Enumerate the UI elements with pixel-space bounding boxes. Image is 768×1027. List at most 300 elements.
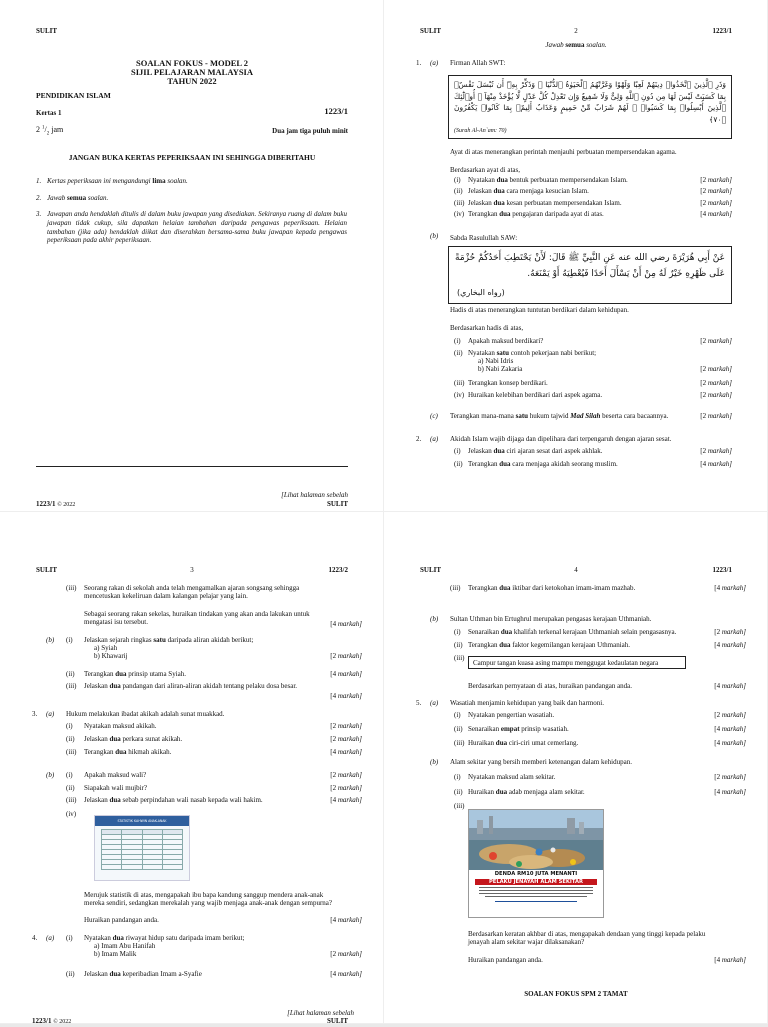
- marks: [330, 748, 362, 757]
- sub-text: Jelaskan: [468, 199, 494, 207]
- part-stem: Wasatiah menjamin kehidupan yang baik dan harmoni.: [450, 699, 604, 707]
- sub-text: Terangkan: [84, 670, 116, 678]
- sub-bold: dua: [115, 670, 127, 678]
- sub-text: ciri-ciri umat cemerlang.: [507, 739, 579, 747]
- sub-text: Terangkan: [468, 210, 500, 218]
- mark-word: markah]: [707, 176, 732, 184]
- sub-number: (iii): [450, 584, 461, 592]
- duration-frac-den: 2: [46, 131, 50, 137]
- sub-text: pandangan dari aliran-aliran akidah tentang pelaku dosa besar.: [120, 682, 298, 690]
- mark-number: [4: [330, 692, 337, 700]
- marks: [700, 412, 732, 421]
- mark-word: markah]: [337, 620, 362, 628]
- mark-number: [2: [700, 447, 707, 455]
- mark-number: [2: [700, 412, 707, 420]
- paper-code: 1223/1: [324, 106, 348, 116]
- footer-rule: [36, 466, 348, 467]
- page-3: [0, 512, 384, 1024]
- sub-bold: dua: [495, 788, 508, 796]
- mark-word: markah]: [707, 199, 732, 207]
- sub-text: Apakah maksud wali?: [84, 771, 147, 779]
- marks: [700, 391, 732, 400]
- sub-text: Jelaskan: [84, 682, 110, 690]
- sub-number: (iii): [66, 682, 77, 690]
- sub-number: (i): [66, 934, 73, 942]
- news-headline-2: PELAKU JENAYAH ALAM SEKITAR: [475, 879, 597, 886]
- question-number: 1.: [416, 59, 422, 67]
- mark-number: [2: [714, 773, 721, 781]
- mark-word: markah]: [337, 735, 362, 743]
- sub-bold: dua: [109, 796, 121, 804]
- instruction-3: [36, 210, 348, 245]
- instruction-number: 1.: [36, 177, 42, 185]
- instruction-text: Jawab: [47, 194, 68, 202]
- part-label: (b): [430, 758, 439, 766]
- sub-text: Senaraikan: [468, 628, 501, 636]
- subquestion-row: [454, 337, 732, 346]
- mark-word: markah]: [721, 725, 746, 733]
- subquestion-row: [454, 739, 746, 748]
- mark-word: markah]: [337, 916, 362, 924]
- instruction-bold: lima: [152, 177, 166, 185]
- mark-number: [2: [330, 735, 337, 743]
- footer-year: © 2022: [57, 502, 76, 508]
- sub-bold: dua: [115, 748, 127, 756]
- mark-number: [4: [714, 584, 721, 592]
- sub-bold: dua: [500, 628, 513, 636]
- statement-box: [468, 656, 686, 669]
- part-stem: Firman Allah SWT:: [450, 59, 506, 67]
- subquestion-row: [454, 460, 732, 469]
- sub-text: Terangkan: [84, 748, 116, 756]
- title-line-1: SOALAN FOKUS - MODEL 2: [136, 58, 248, 68]
- sub-text: Nyatakan: [468, 349, 497, 357]
- part-stem: Hukum melakukan ibadat akikah adalah sunat muakkad.: [66, 710, 225, 718]
- paper-code: 1223/1: [712, 566, 732, 574]
- sub-number: (i): [66, 636, 73, 644]
- mark-number: [4: [330, 916, 337, 924]
- sub-number: (i): [454, 447, 461, 455]
- sub-number: (ii): [66, 670, 75, 678]
- answer-all: [384, 41, 768, 50]
- subquestion-row: [66, 771, 362, 780]
- marks: [700, 460, 732, 469]
- sub-text: Senaraikan: [468, 725, 501, 733]
- title-line-2: SIJIL PELAJARAN MALAYSIA: [130, 67, 254, 77]
- mark-number: [2: [700, 187, 707, 195]
- mark-number: [4: [714, 682, 721, 690]
- mark-word: markah]: [337, 970, 362, 978]
- marks: [330, 784, 362, 793]
- sub-number: (iii): [454, 379, 465, 387]
- statistics-table: [101, 829, 183, 870]
- quran-verse-box: [448, 75, 732, 139]
- sub-text: Jelaskan: [84, 735, 110, 743]
- marks: [700, 210, 732, 219]
- duration-words: Dua jam tiga puluh minit: [272, 127, 348, 135]
- sub-text: prinsip wasatiah.: [519, 725, 569, 733]
- mark-word: markah]: [707, 460, 732, 468]
- turn-over-note: [Lihat halaman sebelah: [281, 491, 348, 499]
- warning-banner: JANGAN BUKA KERTAS PEPERIKSAAN INI SEHINGGA DIBERITAHU: [68, 153, 316, 162]
- sub-number: (i): [454, 337, 461, 345]
- sub-text: mereka sendiri, sedangkan merekalah yang wajib menjaga anak-anak dengan sempurna?: [84, 899, 333, 907]
- marks: [700, 187, 732, 196]
- subquestion-row: [454, 176, 732, 185]
- page-number: 4: [574, 566, 578, 574]
- marks: [330, 796, 362, 805]
- part-stem: Alam sekitar yang bersih memberi ketenangan dalam kehidupan.: [450, 758, 632, 766]
- sub-text: Nyatakan maksud akikah.: [84, 722, 157, 730]
- sub-number: (ii): [454, 788, 463, 796]
- mark-number: [4: [700, 210, 707, 218]
- mark-word: markah]: [721, 788, 746, 796]
- duration: 2 $^1/_2$ jam: [36, 125, 64, 137]
- mark-number: [4: [714, 788, 721, 796]
- sub-text: Jelaskan sejarah ringkas: [84, 636, 154, 644]
- marks: [714, 584, 746, 593]
- instruction-text: Kertas peperiksaan ini mengandungi: [47, 177, 153, 185]
- sub-text: Nyatakan: [84, 934, 113, 942]
- sub-text: Terangkan konsep berdikari.: [468, 379, 548, 387]
- option-b: b) Nabi Zakaria: [478, 365, 523, 373]
- instruction-text: soalan.: [86, 194, 109, 202]
- answer-all-bold: semua: [565, 41, 585, 49]
- paper-code: 1223/1: [712, 27, 732, 35]
- sub-number: (ii): [66, 970, 75, 978]
- hadith-source: (رواه البخاري): [457, 288, 505, 297]
- subquestion-row: [66, 682, 362, 702]
- statement-text: Campur tangan kuasa asing mampu menggugat kedaulatan negara: [473, 659, 659, 667]
- sub-bold: dua: [496, 176, 508, 184]
- statistics-title: STATISTIK KAHWIN ANAK-ANAK: [95, 816, 189, 826]
- marks: [330, 950, 362, 959]
- mark-word: markah]: [337, 652, 362, 660]
- subquestion-row: [454, 628, 746, 637]
- marks: [714, 739, 746, 748]
- option-a: a) Imam Abu Hanifah: [94, 942, 156, 950]
- sub-text: Merujuk statistik di atas, mengapakah ibu bapa kandung sanggup mendera anak-anak: [84, 891, 324, 899]
- sub-bold: dua: [112, 934, 124, 942]
- page-header: [420, 27, 732, 37]
- marks: [330, 692, 362, 701]
- sub-text: cara menjaga akidah seorang muslim.: [510, 460, 618, 468]
- marks: [714, 956, 746, 965]
- sub-bold: dua: [499, 641, 511, 649]
- answer-all-text: Jawab: [545, 41, 566, 49]
- mark-word: markah]: [721, 739, 746, 747]
- mark-word: markah]: [337, 784, 362, 792]
- mark-word: markah]: [707, 391, 732, 399]
- part-label: (a): [46, 710, 55, 718]
- end-of-paper: SOALAN FOKUS SPM 2 TAMAT: [524, 990, 628, 998]
- mark-number: [4: [714, 725, 721, 733]
- mark-number: [2: [700, 337, 707, 345]
- stat-cell: [102, 865, 122, 870]
- sulit-header: SULIT: [36, 27, 58, 35]
- sub-text: hikmah akikah.: [126, 748, 172, 756]
- mark-number: [4: [700, 460, 707, 468]
- page-number: 2: [574, 27, 578, 35]
- sub-bold: dua: [109, 682, 121, 690]
- sub-bold: dua: [499, 460, 511, 468]
- marks: [330, 735, 362, 744]
- tajwid-term: Mad Silah: [570, 412, 601, 420]
- title-line-3: TAHUN 2022: [167, 76, 217, 86]
- sub-text: Terangkan: [468, 460, 500, 468]
- mark-number: [4: [330, 670, 337, 678]
- marks: [714, 788, 746, 797]
- mark-number: [2: [330, 771, 337, 779]
- mark-number: [2: [700, 391, 707, 399]
- subquestion-row: [454, 788, 746, 797]
- marks: [330, 771, 362, 780]
- sub-text: daripada aliran akidah berikut;: [165, 636, 254, 644]
- sub-number: (iv): [454, 391, 465, 399]
- verse-source: (Surah Al-An`am: 70): [454, 128, 510, 136]
- sub-text: khalifah terkenal kerajaan Uthmaniah selain pengasasnya.: [512, 628, 677, 636]
- sub-number: (i): [454, 628, 461, 636]
- pollution-photo: [469, 810, 603, 870]
- mark-number: [2: [700, 365, 707, 373]
- marks: [714, 725, 746, 734]
- sulit-header: SULIT: [36, 566, 58, 574]
- subquestion-row: [66, 636, 362, 666]
- sub-bold: dua: [495, 739, 508, 747]
- instruction-text: soalan.: [165, 177, 188, 185]
- subquestion-row: [454, 199, 732, 208]
- sub-number: (ii): [454, 725, 463, 733]
- mark-word: markah]: [337, 748, 362, 756]
- mark-word: markah]: [337, 692, 362, 700]
- sub-text: mengatasi isu tersebut.: [84, 618, 148, 626]
- marks: [700, 365, 732, 374]
- subquestion-row: [66, 748, 362, 757]
- mark-word: markah]: [707, 379, 732, 387]
- mark-number: [4: [330, 748, 337, 756]
- mark-number: [2: [330, 950, 337, 958]
- mark-word: markah]: [707, 187, 732, 195]
- mark-number: [2: [330, 652, 337, 660]
- footer-sulit: SULIT: [326, 500, 348, 508]
- part-stem: Sabda Rasulullah SAW:: [450, 234, 518, 242]
- sub-text: Nyatakan pengertian wasatiah.: [468, 711, 555, 719]
- sub-text: beserta cara bacaannya.: [600, 412, 669, 420]
- subquestion-row: [66, 784, 362, 793]
- part-label: (a): [430, 59, 439, 67]
- sub-bold: satu: [496, 349, 510, 357]
- marks: [700, 176, 732, 185]
- sub-text: Berdasarkan pernyataan di atas, huraikan pandangan anda.: [468, 682, 633, 690]
- hadith-box: [448, 246, 732, 304]
- quran-verse: وَذَرِ ٱلَّذِينَ ٱتَّخَذُوا۟ دِينَهُمْ لَعِبًا وَلَهْوًا وَغَرَّتْهُمُ ٱلْحَيَوٰةُ ٱلدُّنْيَا ۚ وَذَكِّرْ بِهِۦٓ أَن تُبْسَلَ نَفْسٌۢ بِمَا كَسَبَتْ لَيْسَ لَهَا مِن دُونِ ٱللَّهِ وَلِىٌّ وَلَا شَفِيعٌ وَإِن تَعْدِلْ كُلَّ عَدْلٍ لَّا يُؤْخَذْ مِنْهَآ ۗ أُو۟لَٰٓئِكَ ٱلَّذِينَ أُبْسِلُوا۟ بِمَا كَسَبُوا۟ ۖ لَهُمْ شَرَابٌ مِّنْ حَمِيمٍ وَعَذَابٌ أَلِيمٌۢ بِمَا كَانُوا۟ يَكْفُرُونَ ﴿٧٠﴾: [454, 80, 726, 124]
- sub-text: Jelaskan: [84, 970, 110, 978]
- marks: [330, 670, 362, 679]
- sub-text: perkara sunat akikah.: [120, 735, 183, 743]
- subquestion-row: [430, 412, 732, 421]
- mark-number: [2: [700, 176, 707, 184]
- marks: [714, 773, 746, 782]
- duration-unit: jam: [51, 125, 64, 134]
- option-b: b) Imam Malik: [94, 950, 137, 958]
- based-on: Berdasarkan ayat di atas,: [450, 166, 520, 174]
- question-number: 3.: [32, 710, 38, 718]
- option-b: b) Khawarij: [94, 652, 128, 660]
- sub-number: (i): [66, 771, 73, 779]
- subquestion-row: [454, 711, 746, 720]
- mark-word: markah]: [337, 670, 362, 678]
- sub-bold: dua: [499, 210, 511, 218]
- mark-number: [2: [714, 711, 721, 719]
- mark-number: [4: [714, 641, 721, 649]
- sub-bold: dua: [493, 199, 505, 207]
- mark-number: [4: [714, 956, 721, 964]
- mark-number: [4: [714, 739, 721, 747]
- page-1: [0, 0, 384, 512]
- subquestion-row: [66, 670, 362, 679]
- sub-text: Apakah maksud berdikari?: [468, 337, 544, 345]
- subquestion-row: [454, 210, 732, 219]
- page-4: [384, 512, 768, 1024]
- sub-text: riwayat hidup satu daripada imam berikut;: [123, 934, 245, 942]
- footer-code-text: 1223/1: [36, 500, 56, 508]
- part-label: (b): [430, 615, 439, 623]
- footer-code: [36, 500, 75, 510]
- footer-code: [32, 1017, 71, 1027]
- part-label: (a): [430, 435, 439, 443]
- subquestion-row: [66, 934, 362, 964]
- instruction-text: Jawapan anda hendaklah ditulis di dalam buku jawapan yang disediakan. Sekiranya ruang di dalam buku jawapan tidak cukup, sila dapatkan helaian tambahan daripada pengawas peperiksaan. Helaian tambahan (jika ada) hendaklah diikat dan diserahkan bersama-sama buku jawapan kepada pengawas peperiksaan pada akhir peperiksaan.: [47, 210, 347, 245]
- mark-number: [2: [700, 379, 707, 387]
- mark-number: [4: [330, 620, 337, 628]
- option-a: a) Nabi Idris: [478, 357, 514, 365]
- subquestion-row: [66, 796, 362, 805]
- subject-name: PENDIDIKAN ISLAM: [36, 91, 111, 100]
- subquestion-row: [454, 187, 732, 196]
- sub-text: bentuk perbuatan mempersendakan Islam.: [507, 176, 628, 184]
- page-header: [420, 566, 732, 576]
- sub-bold: dua: [493, 187, 505, 195]
- subquestion-row: [66, 735, 362, 744]
- subquestion-row: [454, 391, 732, 400]
- sub-text: sebab perpindahan wali nasab kepada wali hakim.: [120, 796, 263, 804]
- subquestion-row: [454, 379, 732, 388]
- sub-number: (i): [66, 722, 73, 730]
- sub-text: Terangkan: [468, 641, 500, 649]
- sub-text: kesan perbuatan mempersendakan Islam.: [504, 199, 622, 207]
- marks: [714, 628, 746, 637]
- sub-text: Jelaskan: [468, 447, 494, 455]
- mark-number: [2: [714, 628, 721, 636]
- sub-text: Jelaskan: [84, 796, 110, 804]
- sub-number: (iii): [66, 748, 77, 756]
- mark-word: markah]: [707, 412, 732, 420]
- mark-word: markah]: [721, 628, 746, 636]
- answer-all-text: soalan.: [584, 41, 607, 49]
- sub-bold: empat: [500, 725, 520, 733]
- question-number: 2.: [416, 435, 422, 443]
- marks: [714, 641, 746, 650]
- duration-hours: 2: [36, 125, 40, 134]
- part-stem: Sultan Uthman bin Ertughrul merupakan pengasas kerajaan Uthmaniah.: [450, 615, 652, 623]
- sub-text: Siapakah wali mujbir?: [84, 784, 147, 792]
- part-stem: Akidah Islam wajib dijaga dan dipelihara dari terpengaruh dengan ajaran sesat.: [450, 435, 672, 443]
- sub-bold: dua: [499, 584, 511, 592]
- instruction-1: [36, 177, 188, 186]
- turn-over-note: [Lihat halaman sebelah: [287, 1009, 354, 1017]
- mark-word: markah]: [721, 641, 746, 649]
- sub-text: Huraikan pandangan anda.: [468, 956, 543, 964]
- question-number: 4.: [32, 934, 38, 942]
- footer-sulit: SULIT: [326, 1017, 348, 1025]
- sub-number: (iii): [66, 796, 77, 804]
- marks: [700, 379, 732, 388]
- sub-text: faktor kegemilangan kerajaan Uthmaniah.: [510, 641, 631, 649]
- mark-number: [4: [330, 970, 337, 978]
- sub-text: Nyatakan maksud alam sekitar.: [468, 773, 556, 781]
- sub-bold: satu: [515, 412, 529, 420]
- mark-word: markah]: [337, 796, 362, 804]
- marks: [330, 620, 362, 629]
- marks: [330, 916, 362, 925]
- sub-text: cara menjaga kesucian Islam.: [504, 187, 589, 195]
- sub-number: (iv): [66, 810, 77, 818]
- sub-number: (i): [454, 176, 461, 184]
- marks: [330, 970, 362, 979]
- context-text: Hadis di atas menerangkan tuntutan berdikari dalam kehidupan.: [450, 306, 629, 314]
- part-label: (a): [46, 934, 55, 942]
- sub-number: (iv): [454, 210, 465, 218]
- question-number: 5.: [416, 699, 422, 707]
- page-2: [384, 0, 768, 512]
- sub-text: Seorang rakan di sekolah anda telah mengamalkan ajaran songsang sehingga: [84, 584, 300, 592]
- sub-text: iktibar dari ketokohan imam-imam mazhab.: [510, 584, 636, 592]
- sub-bold: dua: [109, 735, 121, 743]
- sub-number: (iii): [66, 584, 77, 592]
- subquestion-row: [454, 773, 746, 782]
- sub-text: Terangkan mana-mana: [450, 412, 516, 420]
- instruction-2: [36, 194, 109, 203]
- part-label: (b): [46, 771, 55, 779]
- mark-number: [4: [330, 796, 337, 804]
- mark-word: markah]: [707, 210, 732, 218]
- mark-word: markah]: [337, 722, 362, 730]
- sub-text: contoh pekerjaan nabi berikut;: [509, 349, 597, 357]
- mark-word: markah]: [721, 711, 746, 719]
- sub-text: adab menjaga alam sekitar.: [507, 788, 585, 796]
- subquestion-row: [454, 725, 746, 734]
- marks: [330, 652, 362, 661]
- sub-text: Nyatakan: [468, 176, 497, 184]
- mark-word: markah]: [707, 365, 732, 373]
- mark-number: [2: [330, 722, 337, 730]
- sub-text: prinsip utama Syiah.: [126, 670, 186, 678]
- sub-bold: dua: [493, 447, 505, 455]
- paper-number: Kertas 1: [36, 109, 62, 117]
- sub-number: (ii): [454, 187, 463, 195]
- sub-text: hukum tajwid: [528, 412, 571, 420]
- sub-text: Terangkan: [468, 584, 500, 592]
- part-label: (c): [430, 412, 438, 420]
- sub-text: Huraikan: [468, 788, 496, 796]
- sub-number: (ii): [454, 349, 463, 357]
- sub-text: Huraikan: [468, 739, 496, 747]
- sub-number: (ii): [66, 735, 75, 743]
- sub-number: (iii): [454, 199, 465, 207]
- sub-number: (ii): [454, 641, 463, 649]
- part-label: (b): [46, 636, 55, 644]
- sub-number: (iii): [454, 802, 465, 810]
